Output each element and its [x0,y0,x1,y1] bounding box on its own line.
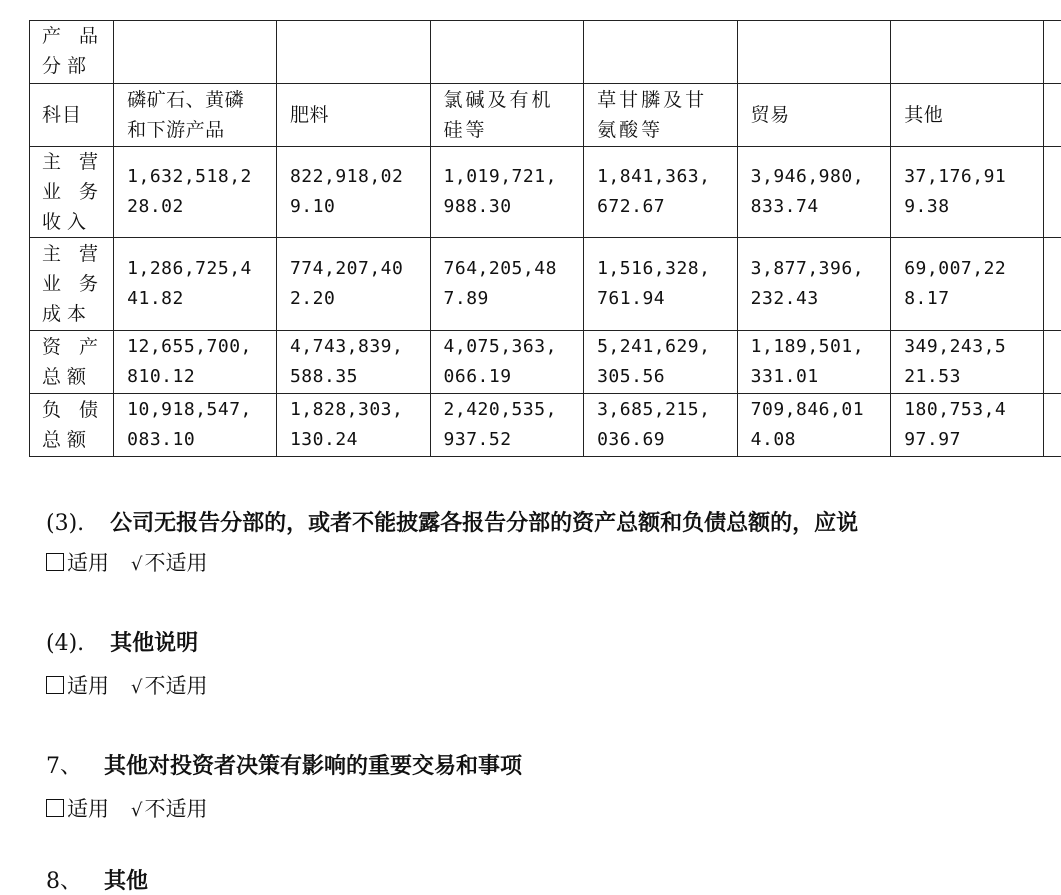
table-cell: 37,176,91 9.38 [891,147,1043,238]
table-cell: 1,828,303, 130.24 [276,394,430,457]
table-cell: 764,205,48 7.89 [430,238,584,331]
applicable-label: 适用 [67,674,109,698]
column-header-chlor-alkali: 氯碱及有机 硅等 [430,84,584,147]
applicability-row [46,670,207,700]
table-row [30,147,1061,238]
not-applicable-label: 不适用 [144,674,207,698]
column-header-phosphate: 磷矿石、黄磷 和下游产品 [114,84,277,147]
segment-report-table [29,20,1061,457]
not-applicable-label: 不适用 [144,797,207,821]
table-cell: 5,241,629, 305.56 [584,331,738,394]
subject-label-cell: 科目 [30,84,114,147]
section-heading-4 [46,626,198,657]
table-cell: 3,877,396, 232.43 [737,238,891,331]
table-row [30,238,1061,331]
table-cell [891,21,1043,84]
table-row-segment [30,21,1061,84]
table-cell [114,21,277,84]
section-title: 公司无报告分部的，或者不能披露各报告分部的资产总额和负债总额的，应说 [110,511,858,536]
section-title: 其他 [104,869,148,894]
section-heading-8 [46,864,148,895]
segment-header-cell [30,21,114,84]
applicable-label: 适用 [67,797,109,821]
applicability-row [46,793,207,823]
table-cell: 1,286,725,4 41.82 [114,238,277,331]
section-title: 其他说明 [110,631,198,656]
section-heading-3 [46,506,858,537]
table-cell [584,21,738,84]
checkmark-icon: √ [131,677,142,698]
table-cell: 1,189,501, 331.01 [737,331,891,394]
row-label-total-liabilities: 负 债 总额 [30,394,114,457]
column-header-trade: 贸易 [737,84,891,147]
checkbox-unchecked-icon [46,553,64,571]
table-cell: 3,946,980, 833.74 [737,147,891,238]
checkmark-icon: √ [131,800,142,821]
row-label-revenue: 主 营 业 务 收入 [30,147,114,238]
column-header-glyphosate: 草甘膦及甘 氨酸等 [584,84,738,147]
table-cell: 10,918,547, 083.10 [114,394,277,457]
applicability-row [46,547,207,577]
checkbox-unchecked-icon [46,676,64,694]
section-number: (3). [46,511,84,536]
checkbox-unchecked-icon [46,799,64,817]
table-row [30,331,1061,394]
table-cell: 1,841,363, 672.67 [584,147,738,238]
row-label-total-assets: 资 产 总额 [30,331,114,394]
section-number: 7、 [46,749,82,780]
table-edge-cell [1043,147,1061,238]
table-cell: 12,655,700, 810.12 [114,331,277,394]
table-cell: 3,685,215, 036.69 [584,394,738,457]
column-header-other: 其他 [891,84,1043,147]
section-number: (4). [46,631,84,656]
table-cell: 774,207,40 2.20 [276,238,430,331]
table-cell [430,21,584,84]
row-label-cost: 主 营 业 务 成本 [30,238,114,331]
table-edge-cell [1043,331,1061,394]
table-cell [737,21,891,84]
checkmark-icon: √ [131,554,142,575]
table-cell: 2,420,535, 937.52 [430,394,584,457]
column-header-fertilizer: 肥料 [276,84,430,147]
table-cell: 709,846,01 4.08 [737,394,891,457]
table-cell [276,21,430,84]
not-applicable-label: 不适用 [144,551,207,575]
table-cell: 69,007,22 8.17 [891,238,1043,331]
table-cell: 1,019,721, 988.30 [430,147,584,238]
table-cell: 822,918,02 9.10 [276,147,430,238]
table-edge-cell [1043,84,1061,147]
table-cell: 4,743,839, 588.35 [276,331,430,394]
table-edge-cell [1043,394,1061,457]
section-heading-7 [46,749,522,780]
section-number: 8、 [46,864,82,895]
table-cell: 1,516,328, 761.94 [584,238,738,331]
table-cell: 4,075,363, 066.19 [430,331,584,394]
applicable-label: 适用 [67,551,109,575]
table-cell: 349,243,5 21.53 [891,331,1043,394]
table-edge-cell [1043,21,1061,84]
table-row-subject [30,84,1061,147]
section-title: 其他对投资者决策有影响的重要交易和事项 [104,754,522,779]
segment-header-label: 产 品 分部 [42,25,104,77]
table-cell: 1,632,518,2 28.02 [114,147,277,238]
table-edge-cell [1043,238,1061,331]
table-row [30,394,1061,457]
table-cell: 180,753,4 97.97 [891,394,1043,457]
